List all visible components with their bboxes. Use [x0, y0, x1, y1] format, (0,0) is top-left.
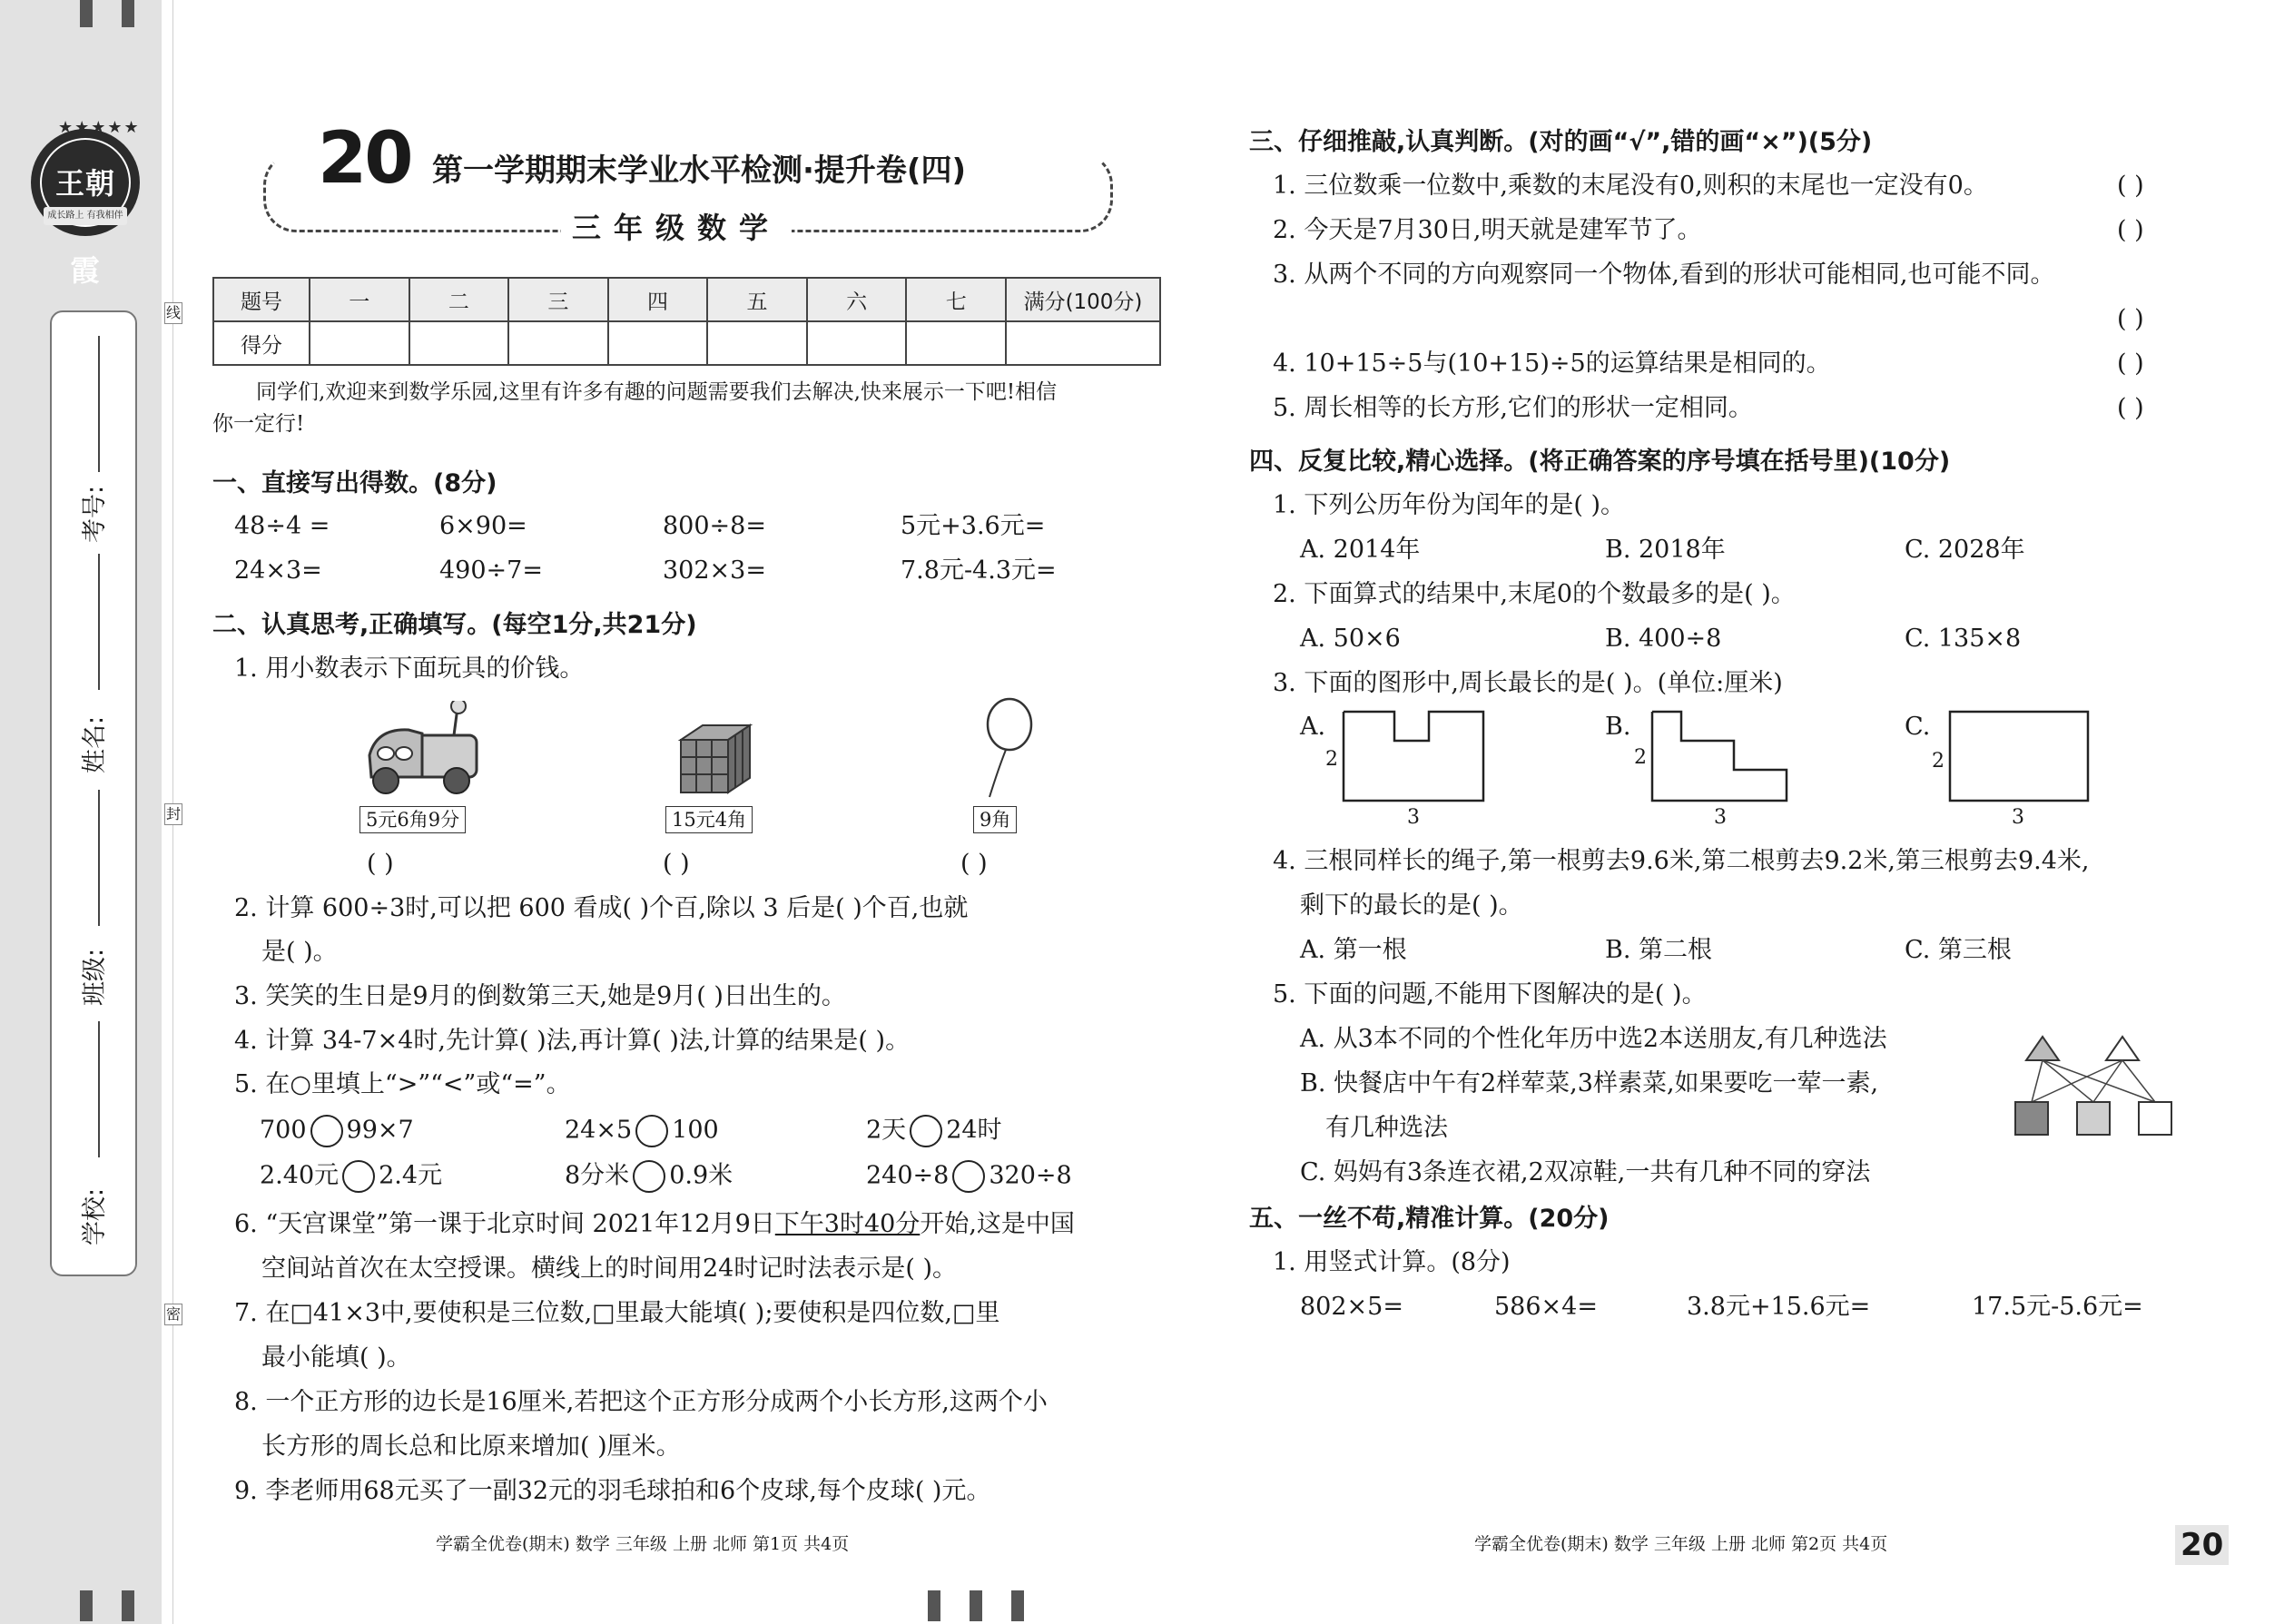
compare-item	[565, 1160, 733, 1193]
mental-math-item: 490÷7=	[439, 556, 543, 585]
score-cell[interactable]	[508, 321, 608, 365]
question: 5. 下面的问题,不能用下图解决的是( )。	[1273, 980, 1707, 1009]
option: 有几种选法	[1325, 1114, 1448, 1142]
calc-item: 17.5元-5.6元=	[1972, 1293, 2143, 1321]
seal-mark: 线	[164, 302, 182, 324]
score-cell[interactable]	[906, 321, 1006, 365]
section-heading: 四、反复比较,精心选择。(将正确答案的序号填在括号里)(10分)	[1249, 448, 1951, 476]
option: A. 50×6	[1300, 625, 1401, 653]
question: 3. 从两个不同的方向观察同一个物体,看到的形状可能相同,也可能不同。	[1273, 261, 2055, 289]
table-cell: 三	[508, 278, 608, 321]
question: 5. 在○里填上“>”“<”或“=”。	[234, 1070, 571, 1098]
name-label: 姓名:	[81, 715, 109, 773]
question: 1. 三位数乘一位数中,乘数的末尾没有0,则积的末尾也一定没有0。	[1273, 172, 1988, 200]
table-cell: 题号	[213, 278, 310, 321]
logo-ribbon: 成长路上 有我相伴	[44, 207, 127, 225]
judge-blank[interactable]: ( )	[2117, 305, 2144, 333]
question: 空间站首次在太空授课。横线上的时间用24时记时法表示是( )。	[261, 1255, 958, 1283]
question: 最小能填( )。	[261, 1343, 411, 1372]
section-heading: 一、直接写出得数。(8分)	[212, 469, 497, 497]
compare-item	[260, 1160, 442, 1193]
question: 5. 周长相等的长方形,它们的形状一定相同。	[1273, 394, 1753, 422]
option: C. 2028年	[1905, 536, 2025, 564]
school-field[interactable]	[98, 1021, 100, 1157]
compare-right: 99×7	[346, 1116, 414, 1145]
compare-right: 2.4元	[379, 1161, 443, 1190]
registration-mark	[970, 1590, 982, 1621]
score-cell[interactable]	[608, 321, 708, 365]
balloon-image	[964, 697, 1037, 799]
question: 4. 计算 34-7×4时,先计算( )法,再计算( )法,计算的结果是( )。	[234, 1027, 911, 1055]
registration-mark	[122, 1590, 134, 1621]
school-label: 学校:	[81, 1187, 109, 1245]
table-row	[213, 278, 1160, 321]
calc-item: 586×4=	[1494, 1293, 1598, 1321]
intro-line: 你一定行!	[212, 412, 305, 436]
compare-right: 24时	[946, 1116, 1002, 1145]
question: 7. 在□41×3中,要使积是三位数,□里最大能填( );要使积是四位数,□里	[234, 1299, 1000, 1327]
question: 1. 用竖式计算。(8分)	[1273, 1248, 1511, 1276]
dimension-label: 2	[1325, 748, 1338, 771]
compare-left: 8分米	[565, 1161, 630, 1190]
mental-math-item: 6×90=	[439, 512, 527, 540]
question: 3. 下面的图形中,周长最长的是( )。(单位:厘米)	[1273, 669, 1783, 697]
option: C. 135×8	[1905, 625, 2022, 653]
question: 1. 用小数表示下面玩具的价钱。	[234, 655, 585, 683]
option: A. 从3本不同的个性化年历中选2本送朋友,有几种选法	[1300, 1025, 1887, 1053]
compare-circle[interactable]	[910, 1115, 942, 1147]
compare-right: 100	[672, 1116, 719, 1145]
paper-number: 20	[318, 118, 411, 200]
compare-circle[interactable]	[342, 1160, 375, 1193]
option: B. 2018年	[1605, 536, 1726, 564]
question: 长方形的周长总和比原来增加( )厘米。	[261, 1432, 681, 1461]
mental-math-item: 5元+3.6元=	[901, 512, 1046, 540]
compare-right: 320÷8	[989, 1161, 1072, 1190]
registration-mark	[928, 1590, 940, 1621]
question: 6. “天宫课堂”第一课于北京时间 2021年12月9日下午3时40分开始,这是中国	[234, 1210, 1075, 1238]
question: 是( )。	[261, 938, 338, 966]
score-table	[212, 277, 1161, 366]
combination-diagram	[2004, 1035, 2197, 1144]
table-cell: 得分	[213, 321, 310, 365]
mental-math-item: 48÷4 =	[234, 512, 330, 540]
compare-circle[interactable]	[952, 1160, 985, 1193]
section-heading: 二、认真思考,正确填写。(每空1分,共21分)	[212, 611, 697, 639]
class-field[interactable]	[98, 790, 100, 926]
toy-car-image	[359, 701, 486, 801]
calc-item: 802×5=	[1300, 1293, 1403, 1321]
registration-mark	[1011, 1590, 1024, 1621]
price-tag: 15元4角	[665, 806, 753, 833]
option: C. 第三根	[1905, 936, 2012, 964]
table-cell: 二	[409, 278, 509, 321]
dimension-label: 2	[1634, 746, 1647, 769]
page-title: 第一学期期末学业水平检测·提升卷(四)	[425, 145, 973, 190]
compare-left: 240÷8	[866, 1161, 950, 1190]
shape-b-figure	[1650, 710, 1792, 804]
registration-mark	[80, 1590, 93, 1621]
compare-circle[interactable]	[310, 1115, 343, 1147]
class-label: 班级:	[81, 948, 109, 1006]
judge-blank[interactable]: ( )	[2117, 349, 2144, 378]
student-info-box	[50, 310, 137, 1276]
mental-math-item: 800÷8=	[663, 512, 766, 540]
page-footer: 学霸全优卷(期末) 数学 三年级 上册 北师 第1页 共4页	[436, 1534, 850, 1554]
question: 4. 10+15÷5与(10+15)÷5的运算结果是相同的。	[1273, 349, 1831, 378]
option-label: A.	[1300, 713, 1326, 741]
calc-item: 3.8元+15.6元=	[1687, 1293, 1871, 1321]
score-cell[interactable]	[310, 321, 409, 365]
compare-circle[interactable]	[633, 1160, 665, 1193]
seal-mark: 封	[164, 803, 182, 825]
page-subtitle: 三年级数学	[561, 205, 792, 247]
dimension-label: 2	[1932, 750, 1944, 773]
registration-mark	[80, 0, 93, 27]
intro-line: 同学们,欢迎来到数学乐园,这里有许多有趣的问题需要我们去解决,快来展示一下吧!相信	[256, 380, 1058, 404]
compare-left: 2.40元	[260, 1161, 340, 1190]
score-cell[interactable]	[707, 321, 807, 365]
score-cell[interactable]	[807, 321, 907, 365]
question: 剩下的最长的是( )。	[1300, 891, 1523, 920]
compare-left: 2天	[866, 1116, 907, 1145]
compare-circle[interactable]	[635, 1115, 668, 1147]
price-tag: 9角	[973, 806, 1017, 833]
publisher-logo	[31, 118, 141, 288]
compare-right: 0.9米	[669, 1161, 733, 1190]
section-heading: 五、一丝不苟,精准计算。(20分)	[1249, 1205, 1610, 1233]
table-cell: 满分(100分)	[1006, 278, 1160, 321]
page-number: 20	[2175, 1525, 2229, 1565]
underlined-time: 下午3时40分	[774, 1210, 921, 1238]
name-field[interactable]	[98, 554, 100, 690]
table-row	[213, 321, 1160, 365]
table-cell: 六	[807, 278, 907, 321]
price-tag: 5元6角9分	[359, 806, 466, 833]
score-cell[interactable]	[409, 321, 509, 365]
judge-blank[interactable]: ( )	[2117, 394, 2144, 422]
compare-left: 24×5	[565, 1116, 633, 1145]
table-cell: 一	[310, 278, 409, 321]
question: 8. 一个正方形的边长是16厘米,若把这个正方形分成两个小长方形,这两个小	[234, 1388, 1048, 1416]
question: 9. 李老师用68元买了一副32元的羽毛球拍和6个皮球,每个皮球( )元。	[234, 1477, 991, 1505]
crown-icon: ★★★★★	[58, 118, 141, 137]
option: A. 第一根	[1300, 936, 1407, 964]
compare-item	[866, 1160, 1072, 1193]
section-heading: 三、仔细推敲,认真判断。(对的画“√”,错的画“×”)(5分)	[1249, 128, 1873, 156]
question: 1. 下列公历年份为闰年的是( )。	[1273, 491, 1625, 519]
shape-c-figure	[1948, 710, 2093, 804]
logo-name: 王朝霞	[54, 166, 115, 288]
answer-blank[interactable]: ( )	[367, 850, 394, 878]
question: 2. 计算 600÷3时,可以把 600 看成( )个百,除以 3 后是( )个百,也就	[234, 894, 969, 922]
shape-a-figure	[1342, 710, 1487, 804]
option: B. 第二根	[1605, 936, 1713, 964]
score-cell[interactable]	[1006, 321, 1160, 365]
option: C. 妈妈有3条连衣裙,2双凉鞋,一共有几种不同的穿法	[1300, 1158, 1871, 1186]
exam-number-field[interactable]	[98, 336, 100, 472]
judge-blank[interactable]: ( )	[2117, 216, 2144, 244]
page-footer: 学霸全优卷(期末) 数学 三年级 上册 北师 第2页 共4页	[1474, 1534, 1888, 1554]
compare-item	[866, 1115, 1002, 1147]
table-cell: 七	[906, 278, 1006, 321]
option-label: C.	[1905, 713, 1931, 741]
cube-toy-image	[675, 722, 763, 800]
mental-math-item: 302×3=	[663, 556, 766, 585]
question: 3. 笑笑的生日是9月的倒数第三天,她是9月( )日出生的。	[234, 982, 846, 1010]
exam-number-label: 考号:	[81, 485, 109, 543]
mental-math-item: 24×3=	[234, 556, 322, 585]
answer-blank[interactable]: ( )	[960, 850, 988, 878]
registration-mark	[122, 0, 134, 27]
compare-item	[565, 1115, 719, 1147]
compare-item	[260, 1115, 414, 1147]
option: B. 快餐店中午有2样荤菜,3样素菜,如果要吃一荤一素,	[1300, 1069, 1879, 1097]
dimension-label: 3	[2012, 806, 2024, 829]
question: 2. 今天是7月30日,明天就是建军节了。	[1273, 216, 1702, 244]
judge-blank[interactable]: ( )	[2117, 172, 2144, 200]
option: B. 400÷8	[1605, 625, 1722, 653]
compare-left: 700	[260, 1116, 307, 1145]
table-cell: 五	[707, 278, 807, 321]
dimension-label: 3	[1407, 806, 1420, 829]
table-cell: 四	[608, 278, 708, 321]
question: 4. 三根同样长的绳子,第一根剪去9.6米,第二根剪去9.2米,第三根剪去9.4米,	[1273, 847, 2090, 875]
mental-math-item: 7.8元-4.3元=	[901, 556, 1057, 585]
answer-blank[interactable]: ( )	[663, 850, 690, 878]
option-label: B.	[1605, 713, 1631, 741]
dimension-label: 3	[1714, 806, 1727, 829]
option: A. 2014年	[1300, 536, 1421, 564]
seal-mark: 密	[164, 1304, 182, 1325]
question: 2. 下面算式的结果中,末尾0的个数最多的是( )。	[1273, 580, 1796, 608]
